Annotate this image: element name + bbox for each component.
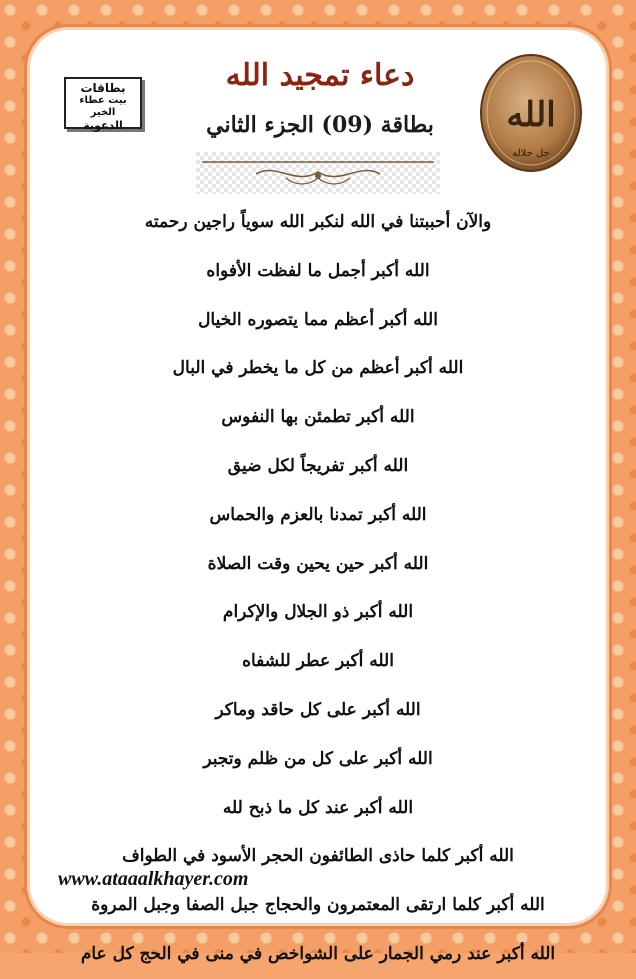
supplication-line: الله أكبر على كل من ظلم وتجبر xyxy=(203,748,433,769)
ornament-divider-icon xyxy=(196,152,440,194)
supplication-line: الله أكبر أعظم من كل ما يخطر في البال xyxy=(172,358,464,379)
stamp-line-2: بيت عطاء الخير xyxy=(79,95,127,118)
supplication-line: الله أكبر تفريجاً لكل ضيق xyxy=(227,455,409,476)
supplication-list xyxy=(70,198,566,979)
allah-medallion-icon xyxy=(478,52,584,174)
medallion-name: الله xyxy=(506,95,556,135)
supplication-line: الله أكبر على كل حاقد وماكر xyxy=(215,699,421,720)
supplication-line: والآن أحببتنا في الله لنكبر الله سوياً راجين رحمته xyxy=(144,212,492,232)
supplication-line: الله أكبر تطمئن بها النفوس xyxy=(221,407,415,428)
supplication-line: الله أكبر عطر للشفاه xyxy=(242,651,394,672)
supplication-line: الله أكبر عند كل ما ذبح لله xyxy=(222,797,414,818)
card-subtitle: بطاقة (09) الجزء الثاني xyxy=(206,112,434,138)
supplication-line: الله أكبر عند رمي الجمار على الشواخص في منى في الحج كل عام xyxy=(80,943,556,964)
supplication-line: الله أكبر كلما حاذى الطائفون الحجر الأسود في الطواف xyxy=(122,846,514,867)
website-link[interactable]: www.ataaalkhayer.com xyxy=(58,868,249,890)
supplication-line: الله أكبر حين يحين وقت الصلاة xyxy=(207,553,429,574)
stamp-line-3: الدعوية xyxy=(83,119,123,132)
supplication-line: الله أكبر أعظم مما يتصوره الخيال xyxy=(198,309,438,330)
supplication-line: الله أكبر أجمل ما لفظت الأفواه xyxy=(206,260,430,281)
supplication-line: الله أكبر تمدنا بالعزم والحماس xyxy=(209,504,427,525)
supplication-line: الله أكبر ذو الجلال والإكرام xyxy=(222,602,414,623)
page-title: دعاء تمجيد الله xyxy=(225,58,415,93)
publisher-stamp xyxy=(64,77,142,132)
medallion-caption: جل جلاله xyxy=(512,148,550,159)
stamp-line-1: بطاقات xyxy=(80,81,126,95)
supplication-line: الله أكبر كلما ارتقى المعتمرون والحجاج جبل الصفا وجبل المروة xyxy=(91,895,545,916)
